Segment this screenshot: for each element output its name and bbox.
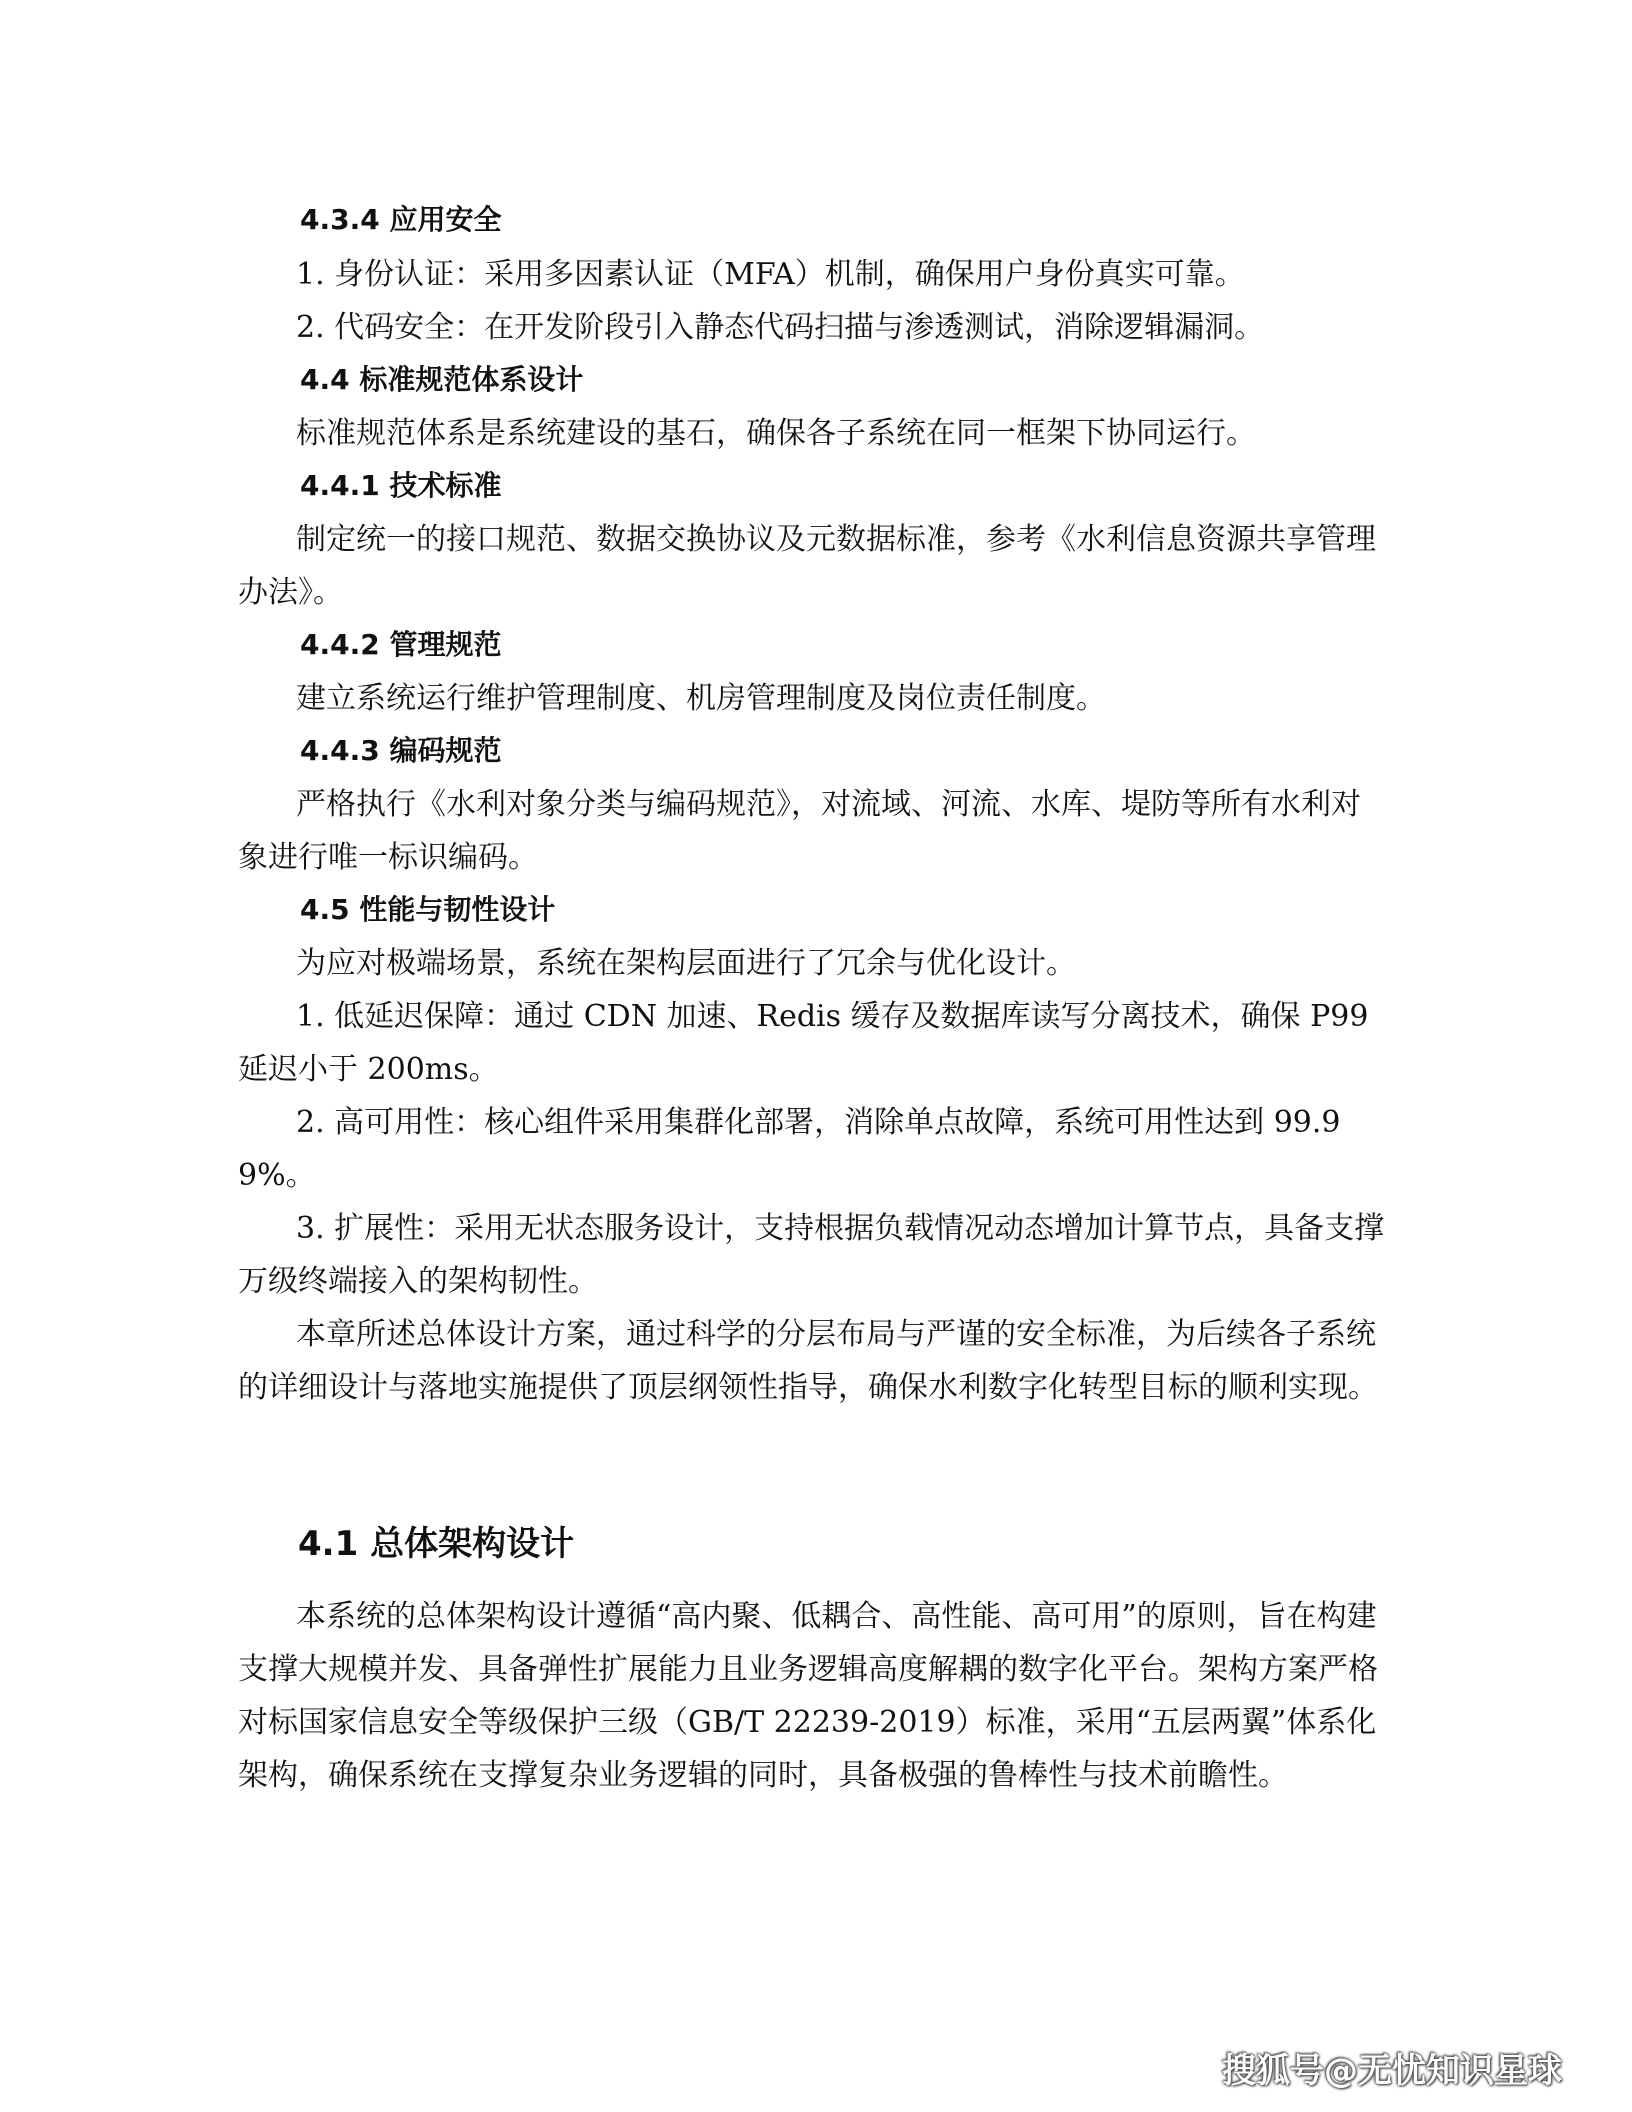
paragraph-4-5-intro: 为应对极端场景，系统在架构层面进行了冗余与优化设计。 — [296, 946, 1076, 981]
list-item-high-availability: 2. 高可用性：核心组件采用集群化部署，消除单点故障，系统可用性达到 99.99%。 — [238, 1105, 1341, 1193]
paragraph-4-1: 本系统的总体架构设计遵循“高内聚、低耦合、高性能、高可用”的原则，旨在构建支撑大规模并发、具备弹性扩展能力且业务逻辑高度解耦的数字化平台。架构方案严格对标国家信息安全等级保护三级（GB/T 22239-2019）标准，采用“五层两翼”体系化架构，确保系统在支撑复杂业务逻辑的同时，具备极强的鲁棒性与技术前瞻性。 — [238, 1599, 1378, 1793]
heading-4-4-1: 4.4.1 技术标准 — [300, 469, 502, 502]
list-item-identity-auth: 1. 身份认证：采用多因素认证（MFA）机制，确保用户身份真实可靠。 — [296, 257, 1245, 292]
paragraph-chapter-conclusion: 本章所述总体设计方案，通过科学的分层布局与严谨的安全标准，为后续各子系统的详细设计与落地实施提供了顶层纲领性指导，确保水利数字化转型目标的顺利实现。 — [238, 1317, 1378, 1405]
heading-4-5: 4.5 性能与韧性设计 — [300, 893, 556, 926]
heading-4-1: 4.1 总体架构设计 — [298, 1524, 575, 1564]
list-item-low-latency: 1. 低延迟保障：通过 CDN 加速、Redis 缓存及数据库读写分离技术，确保 P99 延迟小于 200ms。 — [238, 999, 1369, 1087]
heading-4-4-2: 4.4.2 管理规范 — [300, 628, 502, 661]
paragraph-4-4-1: 制定统一的接口规范、数据交换协议及元数据标准，参考《水利信息资源共享管理办法》。 — [238, 522, 1376, 610]
paragraph-4-4-intro: 标准规范体系是系统建设的基石，确保各子系统在同一框架下协同运行。 — [296, 416, 1256, 451]
heading-4-4-3: 4.4.3 编码规范 — [300, 734, 502, 767]
paragraph-4-4-3: 严格执行《水利对象分类与编码规范》，对流域、河流、水库、堤防等所有水利对象进行唯一标识编码。 — [238, 787, 1361, 875]
paragraph-4-4-2: 建立系统运行维护管理制度、机房管理制度及岗位责任制度。 — [296, 681, 1106, 716]
heading-4-4: 4.4 标准规范体系设计 — [300, 363, 584, 396]
list-item-code-security: 2. 代码安全：在开发阶段引入静态代码扫描与渗透测试，消除逻辑漏洞。 — [296, 310, 1265, 345]
watermark: 搜狐号@无忧知识星球 — [1222, 2051, 1562, 2091]
list-item-scalability: 3. 扩展性：采用无状态服务设计，支持根据负载情况动态增加计算节点，具备支撑万级终端接入的架构韧性。 — [238, 1211, 1385, 1299]
heading-4-3-4: 4.3.4 应用安全 — [300, 203, 502, 236]
